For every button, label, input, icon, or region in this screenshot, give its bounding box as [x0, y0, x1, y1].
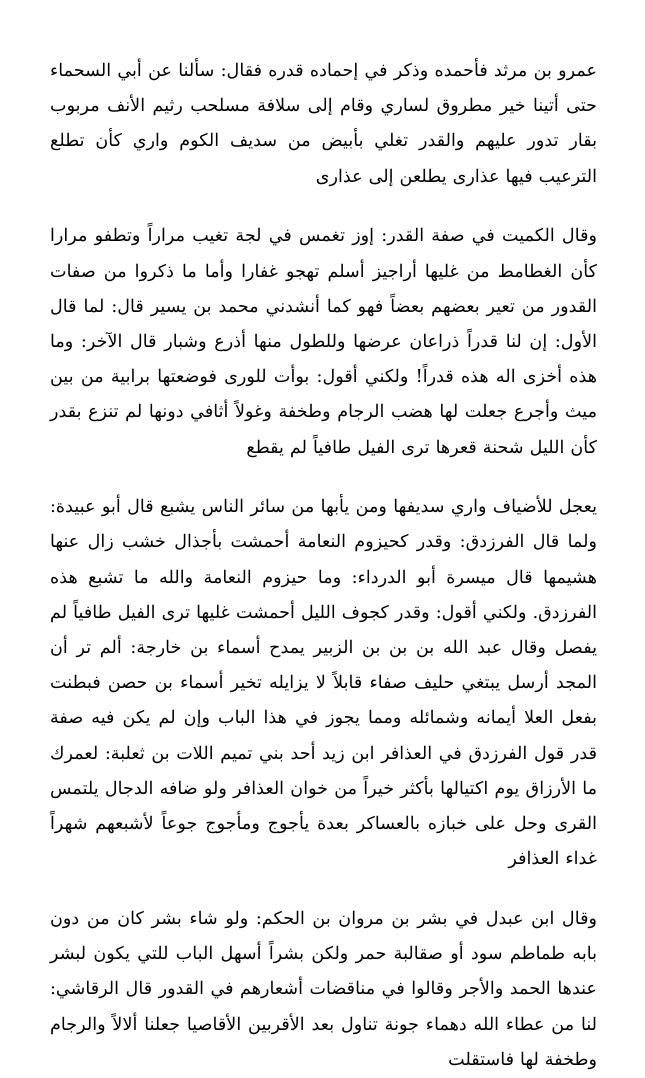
paragraph-4: وقال ابن عبدل في بشر بن مروان بن الحكم: ولو شاء بشر كان من دون بابه طماطم سود أو صقالبة حمر ولكن بشراً أسهل الباب للتي يكون لبشر عندها الحمد والأجر وقالوا في مناقضات أشعارهم في القدور قال الرقاشي: لنا من عطاء الله دهماء جونة تناول بعد الأقربين الأقاصيا جعلنا ألالاً والرجام وطخفة لها فاستقلت — [50, 908, 597, 1070]
paragraph-2: وقال الكميت في صفة القدر: إوز تغمس في لجة تغيب مراراً وتطفو مرارا كأن الغطامط من غليها أراجيز أسلم تهجو غفارا وأما ما ذكروا من صفات القدور من تعير بعضهم بعضاً فهو كما أنشدني محمد بن يسير قال: لما قال الأول: إن لنا قدراً ذراعان عرضها وللطول منها أذرع وشبار قال الآخر: وما هذه أخزى اله هذه قدراً! ولكني أقول: بوأت للورى فوضعتها برابية من بين ميث وأجرع جعلت لها هضب الرجام وطخفة وغولاً أثافي دونها لم تنزع بقدر كأن الليل شحنة قعرها ترى الفيل طافياً لم يقطع — [50, 226, 597, 458]
paragraph-3: يعجل للأضياف واري سديفها ومن يأبها من سائر الناس يشبع قال أبو عبيدة: ولما قال الفرزدق: وقدر كحيزوم النعامة أحمشت بأجذال خشب زال عنها هشيمها قال ميسرة أبو الدرداء: وما حيزوم النعامة والله ما تشبع هذه الفرزدق. ولكني أقول: وقدر كجوف الليل أحمشت غليها ترى الفيل طافياً لم يفصل وقال عبد الله بن بن بن الزبير يمدح أسماء بن خارجة: ألم تر أن المجد أرسل يبتغي حليف صفاء قابلاً لا يزايله تخير أسماء بن حصن فبطنت بفعل العلا أيمانه وشمائله ومما يجوز في هذا الباب وإن لم يكن فيه صفة قدر قول الفرزدق في العذافر ابن زيد أحد بني تميم اللات بن ثعلبة: لعمرك ما الأرزاق يوم اكتيالها بأكثر خيراً من خوان العذافر ولو ضافه الدجال يلتمس القرى وحل على خبازه بالعساكر بعدة يأجوج ومأجوج جوعاً لأشبعهم شهراً غداء العذافر — [50, 497, 597, 870]
paragraph-1: عمرو بن مرثد فأحمده وذكر في إحماده قدره فقال: سألنا عن أبي السحماء حتى أتينا خير مطروق لساري وقام إلى سلافة مسلحب رثيم الأنف مربوب بقار تدور عليهم والقدر تغلي بأبيض من سديف الكوم واري كأن تطلع الترعيب فيها عذارى يطلعن إلى عذارى — [50, 61, 597, 187]
